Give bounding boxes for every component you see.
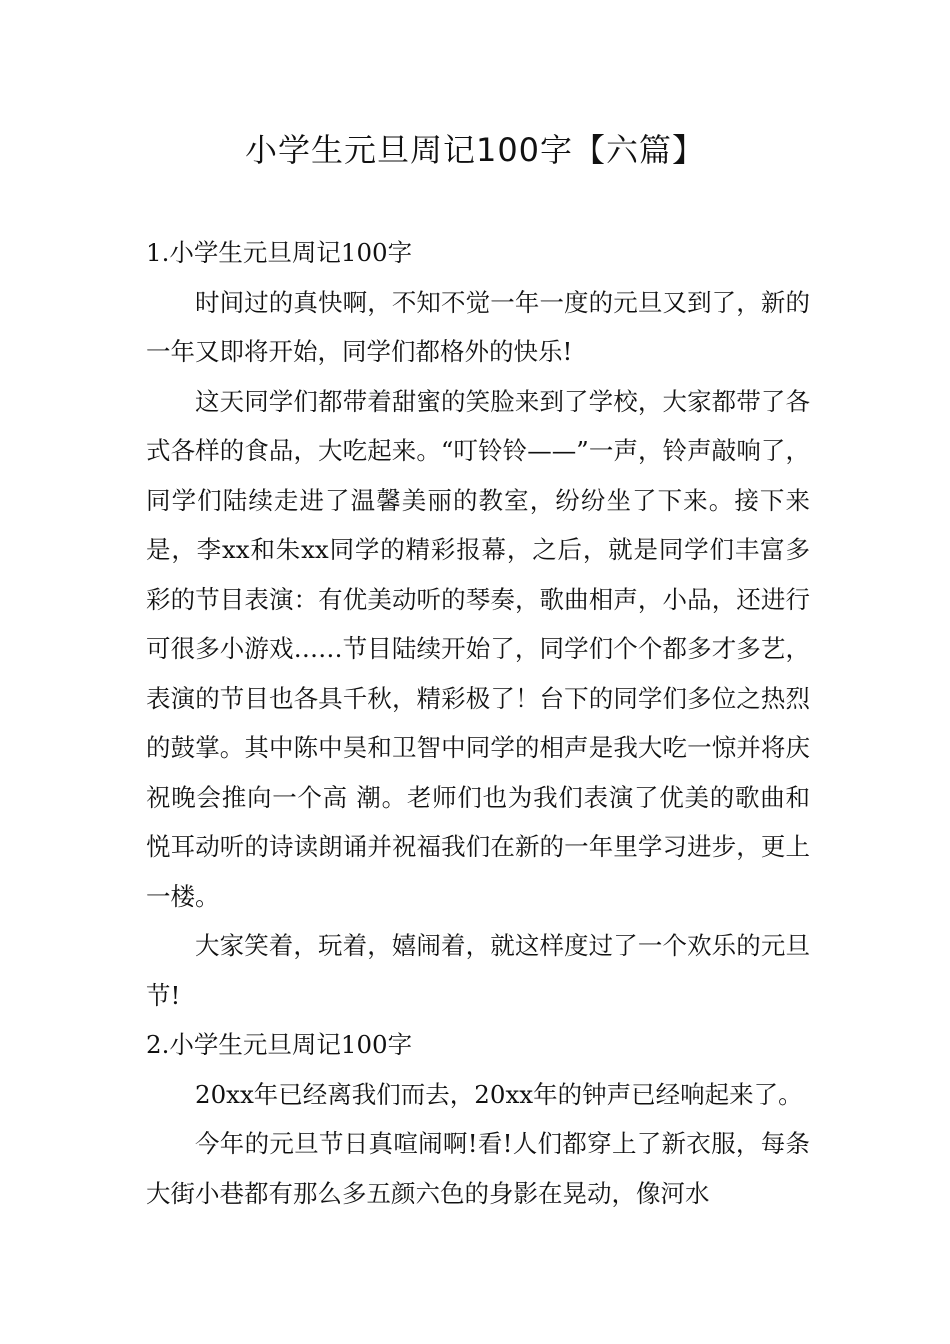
- section-heading-2: 2.小学生元旦周记100字: [146, 1030, 413, 1059]
- paragraph: 大家笑着，玩着，嬉闹着，就这样度过了一个欢乐的元旦节!: [146, 931, 810, 1010]
- paragraph: 时间过的真快啊，不知不觉一年一度的元旦又到了，新的一年又即将开始，同学们都格外的快乐!: [146, 287, 810, 366]
- document-body: [146, 228, 810, 1218]
- paragraph: 这天同学们都带着甜蜜的笑脸来到了学校，大家都带了各式各样的食品，大吃起来。“叮铃铃——”一声，铃声敲响了，同学们陆续走进了温馨美丽的教室，纷纷坐了下来。接下来是，李xx和朱xx同学的精彩报幕，之后，就是同学们丰富多彩的节目表演：有优美动听的琴奏，歌曲相声，小品，还进行可很多小游戏……节目陆续开始了，同学们个个都多才多艺，表演的节目也各具千秋，精彩极了！台下的同学们多位之热烈的鼓掌。其中陈中昊和卫智中同学的相声是我大吃一惊并将庆祝晚会推向一个高 潮。老师们也为我们表演了优美的歌曲和悦耳动听的诗读朗诵并祝福我们在新的一年里学习进步，更上一楼。: [146, 386, 810, 911]
- paragraph: 20xx年已经离我们而去，20xx年的钟声已经响起来了。: [195, 1079, 803, 1109]
- paragraph: 今年的元旦节日真喧闹啊!看!人们都穿上了新衣服，每条大街小巷都有那么多五颜六色的身影在晃动，像河水: [146, 1129, 810, 1208]
- section-heading-1: 1.小学生元旦周记100字: [146, 238, 413, 267]
- document-title: 小学生元旦周记100字【六篇】: [244, 131, 706, 169]
